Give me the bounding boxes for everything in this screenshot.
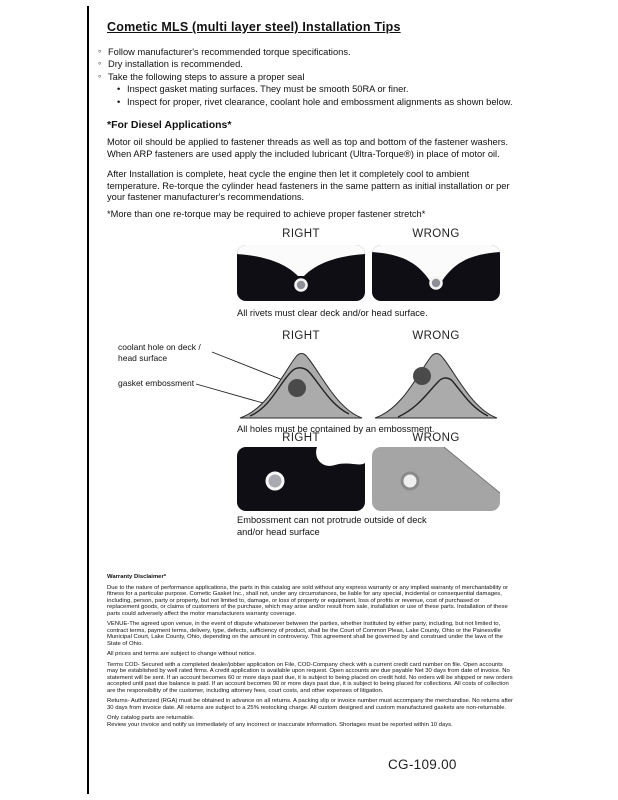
coolant-hole-annotation: coolant hole on deck / head surface xyxy=(118,342,201,363)
protrusion-wrong-image xyxy=(372,447,500,511)
legal-block xyxy=(107,574,513,728)
page-number: CG-109.00 xyxy=(388,757,457,772)
list-subitem xyxy=(117,96,578,108)
retorque-note: *More than one re-torque may be required to achieve proper fastener stretch* xyxy=(107,209,426,219)
tip-text: Inspect for proper, rivet clearance, coolant hole and embossment alignments as shown below. xyxy=(127,96,513,107)
warranty-disclaimer-heading: Warranty Disclaimer* xyxy=(107,574,167,580)
tip-text: Dry installation is recommended. xyxy=(108,59,243,70)
page-title: Cometic MLS (multi layer steel) Installation Tips xyxy=(107,20,401,34)
tip-text: Take the following steps to assure a proper seal xyxy=(108,71,305,82)
list-item xyxy=(98,46,578,58)
protrusion-wrong-diagram xyxy=(372,447,500,511)
legal-paragraph: Returns- Authorized (RGA) must be obtained in advance on all returns. A packing slip or invoice number must accompany the merchandise. No returns after 30 days from invoice date. All returns are subject to a 25% restocking charge. All custom designed and custom manufactured gaskets are non-returnable. xyxy=(107,698,514,711)
embossment-wrong-diagram xyxy=(372,346,500,425)
right-label: RIGHT xyxy=(282,432,320,444)
list-item xyxy=(98,71,578,83)
tip-text: Inspect gasket mating surfaces. They must be smooth 50RA or finer. xyxy=(127,84,409,95)
figure1-caption: All rivets must clear deck and/or head surface. xyxy=(237,308,428,318)
legal-paragraph: Terms COD- Secured with a completed dealer/jobber application on File, COD-Company check with a current credit card number on file. Open accounts may be established by well rated firms. A credit application is available upon request. Open accounts are due payable Net 30 days from date of invoice. No statement will be sent. If an account becomes 60 or more days past due, it is subject to being placed on credit hold. No orders will be shipped or new orders accepted until past due balance is paid. If an account becomes 90 or more days past due, it is subject to being placed for collections. All costs of collection are the responsibility of the customer, including attorney fees, court costs, and other expenses of litigation. xyxy=(107,661,513,694)
embossment-right-diagram xyxy=(237,346,365,425)
left-margin-rule xyxy=(87,6,89,794)
legal-paragraph: VENUE-The agreed upon venue, in the event of dispute whatsoever between the parties, whether instituted by either party, including, but not limited to, contract terms, payment terms, delivery, type, defects, sufficiency of product, shall be the Court of Common Pleas, Lake County, Ohio or the Painesville Municipal Court, Lake County, Ohio, depending on the amount in controversy. This agreement shall be governed by and construed under the laws of the State of Ohio. xyxy=(107,621,503,647)
right-label: RIGHT xyxy=(282,228,320,240)
diesel-paragraph-1: Motor oil should be applied to fastener threads as well as top and bottom of the fastener washers. When ARP fasteners are used apply the included lubricant (Ultra-Torque®) in place of motor oil. xyxy=(107,137,509,159)
diesel-heading: *For Diesel Applications* xyxy=(107,119,232,131)
legal-paragraph: Review your invoice and notify us immediately of any incorrect or inaccurate information. Shortages must be reported within 10 days. xyxy=(107,721,453,728)
rivet-clearance-right-diagram xyxy=(237,245,365,301)
diesel-paragraph-2: After Installation is complete, heat cycle the engine then let it completely cool to ambient temperature. Re-torque the cylinder head fasteners in the same pattern as initial installation or per your fastener manufacturer's recommendations. xyxy=(107,169,510,203)
legal-paragraph: All prices and terms are subject to change without notice. xyxy=(107,651,256,657)
wrong-label: WRONG xyxy=(412,330,460,342)
rivet-right-image xyxy=(237,245,365,301)
list-subitem xyxy=(117,83,578,95)
embossment-wrong-image xyxy=(372,346,500,420)
right-label: RIGHT xyxy=(282,330,320,342)
legal-paragraph: Due to the nature of performance applications, the parts in this catalog are sold without any express warranty or any implied warranty of merchantability or fitness for a particular purpose. Cometic Gasket Inc., shall not, under any circumstances, be liable for any special, incidental or consequential damages, including, person, party or property, but not limited to, damage, or loss of property or equipment, loss of profits or revenue, cost of purchased or replacement goods, or claims of customers of the purchase, which may arise and/or result from sale, installation or use of these parts. Installation of these parts could adversely affect the motor manufacturers warranty coverage. xyxy=(107,584,509,617)
figure2-caption: All holes must be contained by an embossment. xyxy=(237,424,435,434)
tips-list xyxy=(98,46,578,108)
embossment-right-image xyxy=(237,346,365,420)
figure3-caption: Embossment can not protrude outside of deck and/or head surface xyxy=(237,515,427,537)
wrong-label: WRONG xyxy=(412,228,460,240)
protrusion-right-diagram xyxy=(237,447,365,511)
rivet-wrong-image xyxy=(372,245,500,301)
legal-paragraph: Only catalog parts are returnable. xyxy=(107,715,195,721)
protrusion-right-image xyxy=(237,447,365,511)
rivet-clearance-wrong-diagram xyxy=(372,245,500,301)
gasket-embossment-annotation: gasket embossment xyxy=(118,378,195,388)
tip-text: Follow manufacturer's recommended torque specifications. xyxy=(108,47,351,57)
wrong-label: WRONG xyxy=(412,432,460,444)
list-item xyxy=(98,58,578,70)
